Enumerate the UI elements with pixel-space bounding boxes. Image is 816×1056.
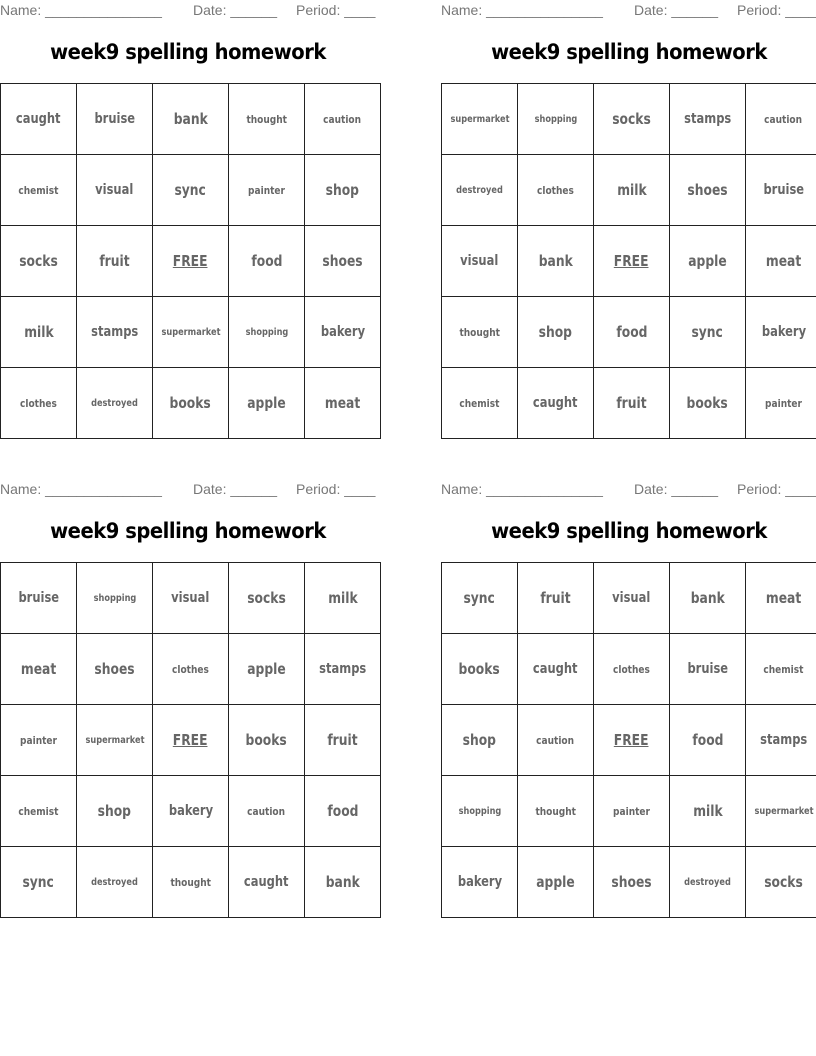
word-cell (77, 297, 153, 368)
word-cell (1, 847, 77, 918)
word-text: shopping (458, 805, 501, 817)
word-cell (442, 563, 518, 634)
free-space-cell (594, 705, 670, 776)
word-cell (77, 563, 153, 634)
word-text: bakery (168, 803, 213, 819)
word-text: visual (95, 182, 134, 198)
word-cell (442, 226, 518, 297)
word-text: bakery (457, 874, 502, 890)
word-cell (746, 84, 816, 155)
word-cell (670, 634, 746, 705)
word-cell (77, 155, 153, 226)
word-cell (746, 705, 816, 776)
word-cell (746, 297, 816, 368)
word-text: bruise (687, 661, 728, 677)
word-cell (442, 368, 518, 439)
grid-row (442, 705, 816, 776)
word-text: caught (244, 874, 289, 890)
word-text: thought (535, 804, 576, 818)
word-cell (305, 155, 381, 226)
word-text: apple (688, 252, 727, 270)
word-cell (746, 563, 816, 634)
word-text: caught (16, 111, 61, 127)
word-text: thought (246, 112, 287, 126)
word-text: destroyed (456, 184, 503, 196)
word-text: apple (536, 873, 575, 891)
word-text: supermarket (753, 805, 814, 817)
word-cell (518, 226, 594, 297)
word-text: painter (20, 733, 57, 747)
grid-row (1, 155, 381, 226)
word-text: bakery (320, 324, 365, 340)
word-text: socks (19, 252, 58, 270)
word-text: fruit (327, 731, 358, 749)
word-cell (229, 847, 305, 918)
word-text: chemist (763, 662, 804, 676)
word-cell (1, 705, 77, 776)
word-cell (746, 226, 816, 297)
name-field-label: Name: _______________ (441, 2, 603, 18)
word-cell (153, 84, 229, 155)
date-field-label: Date: ______ (634, 481, 719, 497)
word-text: FREE (173, 731, 208, 749)
word-cell (305, 226, 381, 297)
word-cell (746, 155, 816, 226)
date-field-label: Date: ______ (193, 481, 278, 497)
word-text: sync (691, 323, 724, 341)
card-header (0, 0, 376, 22)
word-text: shoes (611, 873, 652, 891)
word-cell (518, 634, 594, 705)
word-text: shopping (245, 326, 288, 338)
grid-row (1, 368, 381, 439)
free-space-cell (153, 226, 229, 297)
word-cell (153, 297, 229, 368)
grid-row (442, 84, 816, 155)
word-text: sync (463, 589, 496, 607)
word-cell (442, 776, 518, 847)
word-cell (229, 297, 305, 368)
word-text: clothes (172, 662, 209, 676)
word-text: caution (323, 112, 362, 126)
word-text: fruit (540, 589, 571, 607)
word-text: clothes (537, 183, 574, 197)
word-text: books (458, 660, 501, 678)
word-cell (153, 155, 229, 226)
word-cell (1, 563, 77, 634)
word-cell (77, 226, 153, 297)
word-cell (594, 155, 670, 226)
word-cell (442, 84, 518, 155)
word-cell (594, 84, 670, 155)
word-text: visual (171, 590, 210, 606)
word-text: FREE (614, 252, 649, 270)
word-text: thought (170, 875, 211, 889)
word-text: supermarket (449, 113, 510, 125)
word-text: bruise (94, 111, 135, 127)
word-text: bank (690, 589, 725, 607)
word-text: chemist (18, 804, 59, 818)
word-cell (518, 705, 594, 776)
free-space-cell (594, 226, 670, 297)
word-cell (442, 297, 518, 368)
grid-row (442, 776, 816, 847)
grid-row (1, 226, 381, 297)
word-text: clothes (20, 396, 57, 410)
date-field-label: Date: ______ (634, 2, 719, 18)
word-text: socks (612, 110, 651, 128)
word-text: shop (97, 802, 132, 820)
word-cell (153, 368, 229, 439)
word-cell (305, 776, 381, 847)
word-text: chemist (459, 396, 500, 410)
word-cell (77, 84, 153, 155)
word-text: thought (459, 325, 500, 339)
word-cell (153, 847, 229, 918)
word-text: food (615, 323, 648, 341)
word-text: books (686, 394, 729, 412)
word-cell (153, 634, 229, 705)
word-cell (1, 297, 77, 368)
word-cell (518, 563, 594, 634)
word-text: destroyed (91, 876, 138, 888)
word-text: FREE (614, 731, 649, 749)
word-cell (594, 563, 670, 634)
free-space-cell (153, 705, 229, 776)
word-text: stamps (683, 111, 732, 127)
word-text: caution (247, 804, 286, 818)
word-cell (1, 155, 77, 226)
word-cell (1, 84, 77, 155)
word-text: meat (765, 252, 802, 270)
word-text: milk (692, 802, 723, 820)
word-text: supermarket (84, 734, 145, 746)
word-text: FREE (173, 252, 208, 270)
word-text: socks (764, 873, 803, 891)
word-text: meat (324, 394, 361, 412)
word-cell (305, 563, 381, 634)
word-text: shop (462, 731, 497, 749)
word-cell (670, 226, 746, 297)
word-cell (670, 297, 746, 368)
word-text: bank (173, 110, 208, 128)
word-text: milk (616, 181, 647, 199)
card-header (441, 0, 816, 22)
word-text: bank (325, 873, 360, 891)
word-text: painter (613, 804, 650, 818)
word-cell (594, 297, 670, 368)
word-cell (153, 776, 229, 847)
word-cell (670, 847, 746, 918)
grid-row (1, 563, 381, 634)
word-text: books (245, 731, 288, 749)
word-text: meat (20, 660, 57, 678)
word-text: bank (538, 252, 573, 270)
word-cell (670, 84, 746, 155)
word-text: caution (536, 733, 575, 747)
word-cell (670, 705, 746, 776)
word-text: caught (533, 395, 578, 411)
word-text: shop (538, 323, 573, 341)
word-cell (229, 776, 305, 847)
word-text: sync (174, 181, 207, 199)
bingo-grid (0, 562, 381, 918)
card-header (0, 479, 376, 501)
word-cell (1, 226, 77, 297)
word-cell (442, 155, 518, 226)
grid-row (1, 776, 381, 847)
word-cell (442, 847, 518, 918)
period-field-label: Period: ____ (737, 2, 816, 18)
word-cell (670, 368, 746, 439)
word-text: shop (325, 181, 360, 199)
word-text: apple (247, 394, 286, 412)
grid-row (1, 705, 381, 776)
grid-row (442, 368, 816, 439)
word-cell (305, 634, 381, 705)
word-cell (1, 368, 77, 439)
word-text: shoes (322, 252, 363, 270)
word-text: chemist (18, 183, 59, 197)
word-cell (518, 297, 594, 368)
word-cell (1, 634, 77, 705)
bingo-grid (0, 83, 381, 439)
word-text: food (326, 802, 359, 820)
card-title: week9 spelling homework (50, 519, 326, 543)
word-text: socks (247, 589, 286, 607)
word-text: food (691, 731, 724, 749)
word-text: caught (533, 661, 578, 677)
grid-row (442, 847, 816, 918)
card-title: week9 spelling homework (491, 519, 767, 543)
word-text: supermarket (160, 326, 221, 338)
word-cell (594, 634, 670, 705)
word-cell (153, 563, 229, 634)
word-cell (670, 155, 746, 226)
period-field-label: Period: ____ (296, 481, 376, 497)
word-text: destroyed (91, 397, 138, 409)
word-cell (594, 847, 670, 918)
grid-row (442, 155, 816, 226)
word-text: shoes (687, 181, 728, 199)
word-cell (77, 776, 153, 847)
word-cell (518, 776, 594, 847)
word-cell (229, 705, 305, 776)
word-cell (670, 776, 746, 847)
word-text: sync (22, 873, 55, 891)
word-text: food (250, 252, 283, 270)
word-text: stamps (318, 661, 367, 677)
card-title: week9 spelling homework (491, 40, 767, 64)
grid-row (442, 634, 816, 705)
word-cell (77, 705, 153, 776)
word-cell (518, 84, 594, 155)
grid-row (1, 297, 381, 368)
card-title: week9 spelling homework (50, 40, 326, 64)
word-cell (746, 368, 816, 439)
date-field-label: Date: ______ (193, 2, 278, 18)
word-cell (518, 368, 594, 439)
name-field-label: Name: _______________ (441, 481, 603, 497)
grid-row (442, 226, 816, 297)
word-cell (670, 563, 746, 634)
word-cell (77, 634, 153, 705)
word-cell (305, 297, 381, 368)
word-text: fruit (616, 394, 647, 412)
word-cell (229, 563, 305, 634)
word-text: shopping (93, 592, 136, 604)
word-cell (594, 368, 670, 439)
word-cell (746, 776, 816, 847)
word-text: visual (612, 590, 651, 606)
word-text: milk (327, 589, 358, 607)
word-cell (442, 705, 518, 776)
period-field-label: Period: ____ (737, 481, 816, 497)
word-cell (229, 634, 305, 705)
period-field-label: Period: ____ (296, 2, 376, 18)
word-cell (229, 84, 305, 155)
word-text: apple (247, 660, 286, 678)
name-field-label: Name: _______________ (0, 481, 162, 497)
word-cell (305, 847, 381, 918)
word-cell (746, 847, 816, 918)
grid-row (442, 563, 816, 634)
word-text: destroyed (684, 876, 731, 888)
bingo-grid (441, 83, 816, 439)
word-text: stamps (90, 324, 139, 340)
grid-row (1, 84, 381, 155)
word-text: bruise (18, 590, 59, 606)
word-text: books (169, 394, 212, 412)
word-text: stamps (759, 732, 808, 748)
word-cell (305, 705, 381, 776)
word-text: bakery (761, 324, 806, 340)
word-text: clothes (613, 662, 650, 676)
card-header (441, 479, 816, 501)
word-cell (518, 155, 594, 226)
word-cell (442, 634, 518, 705)
grid-row (1, 634, 381, 705)
word-cell (518, 847, 594, 918)
word-text: visual (460, 253, 499, 269)
grid-row (442, 297, 816, 368)
word-text: milk (23, 323, 54, 341)
word-cell (1, 776, 77, 847)
word-cell (305, 368, 381, 439)
word-cell (229, 368, 305, 439)
word-text: fruit (99, 252, 130, 270)
word-text: bruise (763, 182, 804, 198)
grid-row (1, 847, 381, 918)
bingo-grid (441, 562, 816, 918)
word-cell (77, 847, 153, 918)
word-text: meat (765, 589, 802, 607)
word-cell (305, 84, 381, 155)
name-field-label: Name: _______________ (0, 2, 162, 18)
word-cell (746, 634, 816, 705)
word-text: shoes (94, 660, 135, 678)
word-cell (77, 368, 153, 439)
word-text: shopping (534, 113, 577, 125)
word-cell (229, 155, 305, 226)
word-text: caution (764, 112, 803, 126)
word-cell (229, 226, 305, 297)
word-text: painter (765, 396, 802, 410)
word-cell (594, 776, 670, 847)
word-text: painter (248, 183, 285, 197)
